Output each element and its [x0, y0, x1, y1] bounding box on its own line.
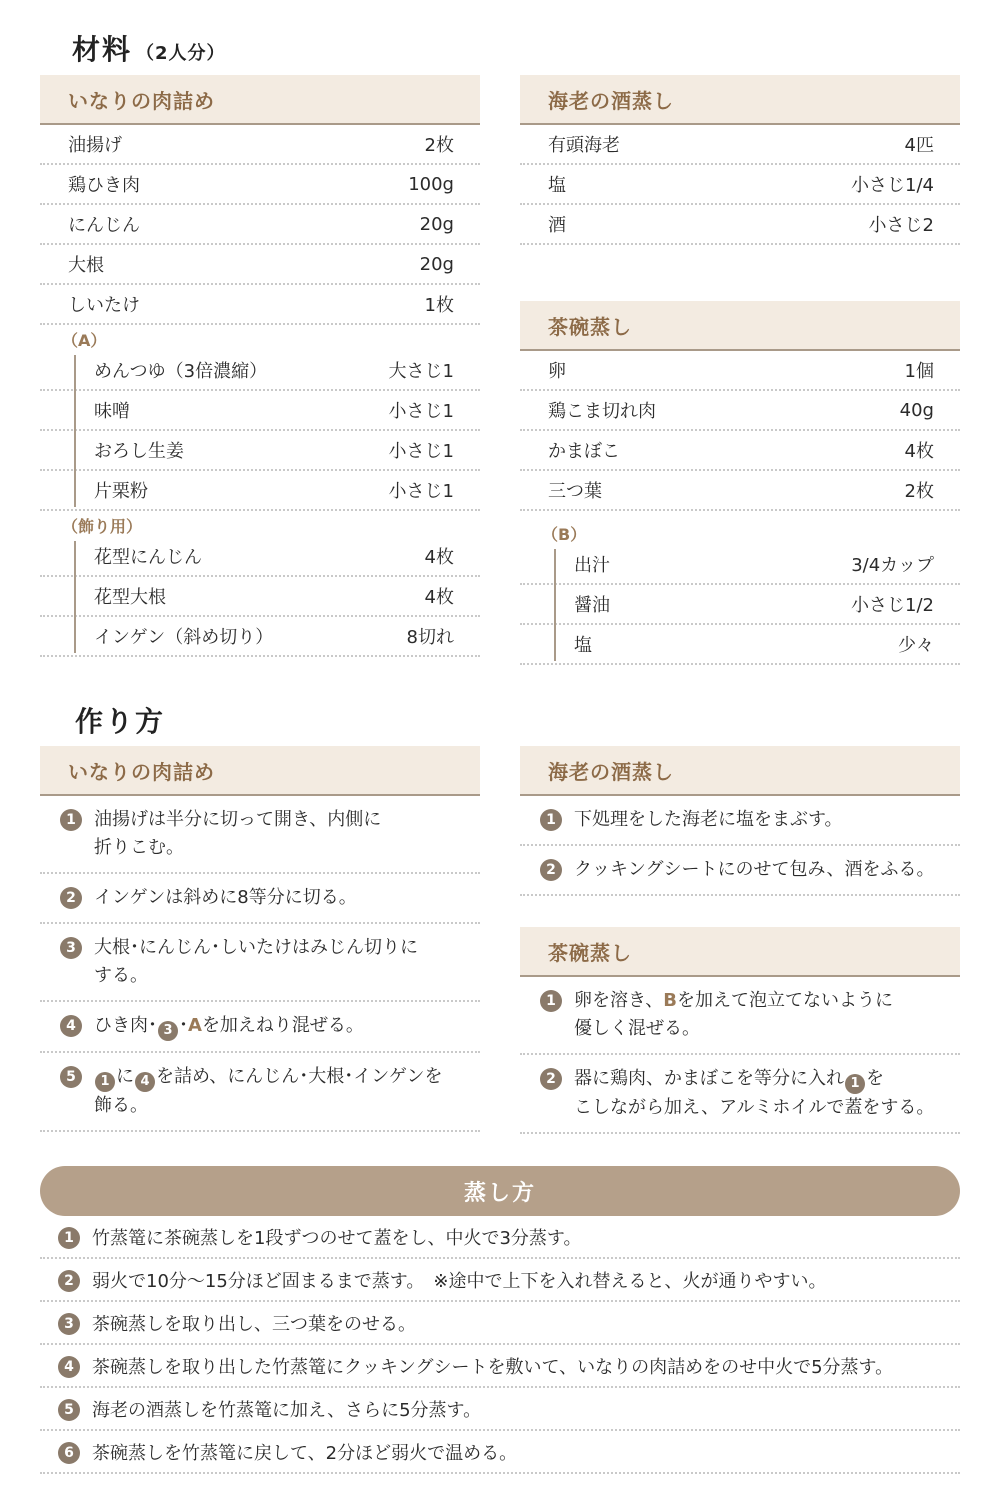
step-number-icon: 2 [540, 1068, 562, 1090]
step-line: する。 [94, 965, 148, 986]
ingredient-amount: 4枚 [424, 587, 454, 608]
ingredient-amount: 40g [899, 399, 934, 421]
ingredient-amount: 8切れ [406, 627, 454, 648]
section-header: いなりの肉詰め [40, 746, 480, 796]
step-number-icon: 6 [58, 1442, 80, 1464]
steaming-steps [40, 1216, 960, 1474]
group-deco-label: （飾り用） [62, 517, 143, 536]
step-number-icon: 1 [540, 990, 562, 1012]
step [40, 796, 480, 874]
materials-title [72, 28, 226, 68]
ingredient-amount: 大さじ1 [388, 361, 454, 382]
method-chawan [520, 927, 960, 1134]
steaming-step [40, 1302, 960, 1345]
ingredient-name: 卵 [548, 361, 566, 382]
ingredient-amount: 2枚 [904, 481, 934, 502]
ingredient-name: 味噌 [94, 401, 130, 422]
step-number-icon: 1 [60, 809, 82, 831]
step [520, 846, 960, 896]
ingredient-amount: 2枚 [424, 135, 454, 156]
ingredient-row [40, 391, 480, 431]
ingredient-amount: 3/4カップ [851, 555, 934, 576]
ingredient-row [40, 471, 480, 511]
ingredient-row [40, 165, 480, 205]
ingredient-row [520, 351, 960, 391]
method-inari [40, 746, 480, 1132]
step-text [94, 934, 418, 990]
step-fragment: ･ [179, 1015, 188, 1036]
ingredient-name: 花型にんじん [94, 547, 202, 568]
step-number-icon: 4 [58, 1356, 80, 1378]
ingredient-amount: 20g [419, 253, 454, 275]
step-number-icon: 5 [60, 1066, 82, 1088]
step-text: 海老の酒蒸しを竹蒸篭に加え、さらに5分蒸す。 [92, 1399, 482, 1421]
ingredient-name: かまぼこ [548, 441, 620, 462]
ingredient-amount: 100g [408, 173, 454, 195]
group-b-label: （B） [542, 525, 587, 544]
ingredient-amount: 小さじ1 [388, 441, 454, 462]
steaming-step [40, 1388, 960, 1431]
ingredient-amount: 小さじ1 [388, 481, 454, 502]
step-text: 竹蒸篭に茶碗蒸しを1段ずつのせて蓋をし、中火で3分蒸す。 [92, 1227, 582, 1249]
step-number-icon: 1 [540, 809, 562, 831]
step-ref-icon: 1 [95, 1072, 115, 1092]
ingredient-row [40, 205, 480, 245]
step [520, 1055, 960, 1134]
step-text [94, 1012, 364, 1041]
method-ebi [520, 746, 960, 896]
ingredient-amount: 1個 [904, 361, 934, 382]
steaming-step [40, 1259, 960, 1302]
ingredient-name: 大根 [68, 255, 104, 276]
step-fragment: ひき肉･ [94, 1015, 157, 1036]
step-fragment: 器に鶏肉、かまぼこを等分に入れ [574, 1068, 844, 1089]
ingredient-name: 油揚げ [68, 135, 122, 156]
ingredient-name: 醤油 [574, 595, 610, 616]
ingredient-row [40, 577, 480, 617]
ingredient-name: 塩 [548, 175, 566, 196]
ingredient-name: 鶏ひき肉 [68, 175, 140, 196]
group-b [520, 545, 960, 665]
ingredient-row [520, 391, 960, 431]
method-title: 作り方 [75, 705, 166, 738]
group-ref: B [663, 990, 678, 1011]
ingredient-name: 有頭海老 [548, 135, 620, 156]
group-ref: A [188, 1015, 202, 1036]
ingredient-row [40, 431, 480, 471]
ingredient-amount: 20g [419, 213, 454, 235]
section-header: いなりの肉詰め [40, 75, 480, 125]
ingredient-amount: 4枚 [424, 547, 454, 568]
step-number-icon: 3 [60, 937, 82, 959]
group-a-label: （A） [62, 331, 107, 350]
ingredient-name: 花型大根 [94, 587, 166, 608]
step-text: 茶碗蒸しを取り出し、三つ葉をのせる。 [92, 1313, 416, 1335]
ingredient-row [520, 585, 960, 625]
steaming-step [40, 1216, 960, 1259]
ingredient-amount: 小さじ2 [868, 215, 934, 236]
step-line: 折りこむ。 [94, 837, 184, 858]
ingredient-row [40, 125, 480, 165]
ingredient-amount: 4枚 [904, 441, 934, 462]
step-fragment: に [116, 1066, 134, 1087]
step-text [94, 1063, 443, 1120]
ingredient-row [520, 165, 960, 205]
group-deco [40, 537, 480, 657]
step-number-icon: 2 [58, 1270, 80, 1292]
step-text [94, 806, 381, 862]
step-number-icon: 2 [60, 887, 82, 909]
step-fragment: を加えて泡立てないように [677, 990, 894, 1011]
ingredient-row [520, 125, 960, 165]
step-ref-icon: 1 [845, 1074, 865, 1094]
step-number-icon: 4 [60, 1015, 82, 1037]
step-text: 茶碗蒸しを取り出した竹蒸篭にクッキングシートを敷いて、いなりの肉詰めをのせ中火で5分蒸す。 [92, 1356, 894, 1378]
step-fragment: を [866, 1068, 884, 1089]
ingredients-chawan [520, 301, 960, 665]
ingredient-row [520, 471, 960, 511]
steaming-header: 蒸し方 [40, 1166, 960, 1216]
step-fragment: を詰め、にんじん･大根･インゲンを [156, 1066, 443, 1087]
ingredient-row [520, 205, 960, 245]
step-line: 飾る。 [94, 1095, 148, 1116]
step-text: インゲンは斜めに8等分に切る。 [94, 887, 357, 908]
step-number-icon: 2 [540, 859, 562, 881]
ingredient-amount: 小さじ1 [388, 401, 454, 422]
step-number-icon: 5 [58, 1399, 80, 1421]
ingredient-row [520, 431, 960, 471]
step-line: 大根･にんじん･しいたけはみじん切りに [94, 937, 418, 958]
step [520, 796, 960, 846]
step-line: 油揚げは半分に切って開き、内側に [94, 809, 382, 830]
step-text [574, 987, 893, 1043]
section-header: 海老の酒蒸し [520, 75, 960, 125]
ingredient-amount: 小さじ1/4 [851, 175, 934, 196]
ingredient-row [40, 245, 480, 285]
ingredient-name: しいたけ [68, 295, 140, 316]
step-ref-icon: 3 [158, 1021, 178, 1041]
ingredient-row [520, 545, 960, 585]
section-header: 茶碗蒸し [520, 301, 960, 351]
step-text: クッキングシートにのせて包み、酒をふる。 [574, 859, 935, 880]
ingredient-amount: 小さじ1/2 [851, 595, 934, 616]
ingredients-ebi [520, 75, 960, 245]
ingredient-name: 塩 [574, 635, 592, 656]
step [40, 924, 480, 1002]
steaming-step [40, 1345, 960, 1388]
step-text [574, 1065, 934, 1122]
section-header: 茶碗蒸し [520, 927, 960, 977]
ingredient-name: 片栗粉 [94, 481, 148, 502]
ingredient-amount: 少々 [898, 635, 934, 656]
ingredient-name: おろし生姜 [94, 441, 184, 462]
step-text: 茶碗蒸しを竹蒸篭に戻して、2分ほど弱火で温める。 [92, 1442, 518, 1464]
step [40, 1002, 480, 1053]
steaming-step [40, 1431, 960, 1474]
step-fragment: を加えねり混ぜる。 [201, 1015, 364, 1036]
ingredient-name: 三つ葉 [548, 481, 602, 502]
ingredient-name: 酒 [548, 215, 566, 236]
ingredient-row [40, 285, 480, 325]
step [520, 977, 960, 1055]
step-number-icon: 3 [58, 1313, 80, 1335]
ingredient-name: にんじん [68, 215, 140, 236]
step-text: 下処理をした海老に塩をまぶす。 [574, 809, 843, 830]
step-fragment: 卵を溶き、 [574, 990, 664, 1011]
ingredients-inari [40, 75, 480, 657]
ingredient-amount: 4匹 [904, 135, 934, 156]
ingredient-row [40, 617, 480, 657]
ingredient-row [40, 351, 480, 391]
ingredient-amount: 1枚 [424, 295, 454, 316]
ingredient-name: 出汁 [574, 555, 610, 576]
step-number-icon: 1 [58, 1227, 80, 1249]
group-a [40, 351, 480, 511]
ingredient-name: めんつゆ（3倍濃縮） [94, 361, 268, 382]
ingredient-name: 鶏こま切れ肉 [548, 401, 656, 422]
servings-label: （2人分） [136, 43, 226, 64]
step-line: こしながら加え、アルミホイルで蓋をする。 [574, 1097, 935, 1118]
step [40, 1053, 480, 1132]
step-ref-icon: 4 [135, 1072, 155, 1092]
ingredient-row [40, 537, 480, 577]
step-line: 優しく混ぜる。 [574, 1018, 700, 1039]
materials-title-text: 材料 [72, 33, 133, 66]
ingredient-row [520, 625, 960, 665]
section-header: 海老の酒蒸し [520, 746, 960, 796]
step-text: 弱火で10分～15分ほど固まるまで蒸す。 ※途中で上下を入れ替えると、火が通りやすい。 [92, 1270, 827, 1292]
ingredient-name: インゲン（斜め切り） [94, 627, 274, 648]
step [40, 874, 480, 924]
